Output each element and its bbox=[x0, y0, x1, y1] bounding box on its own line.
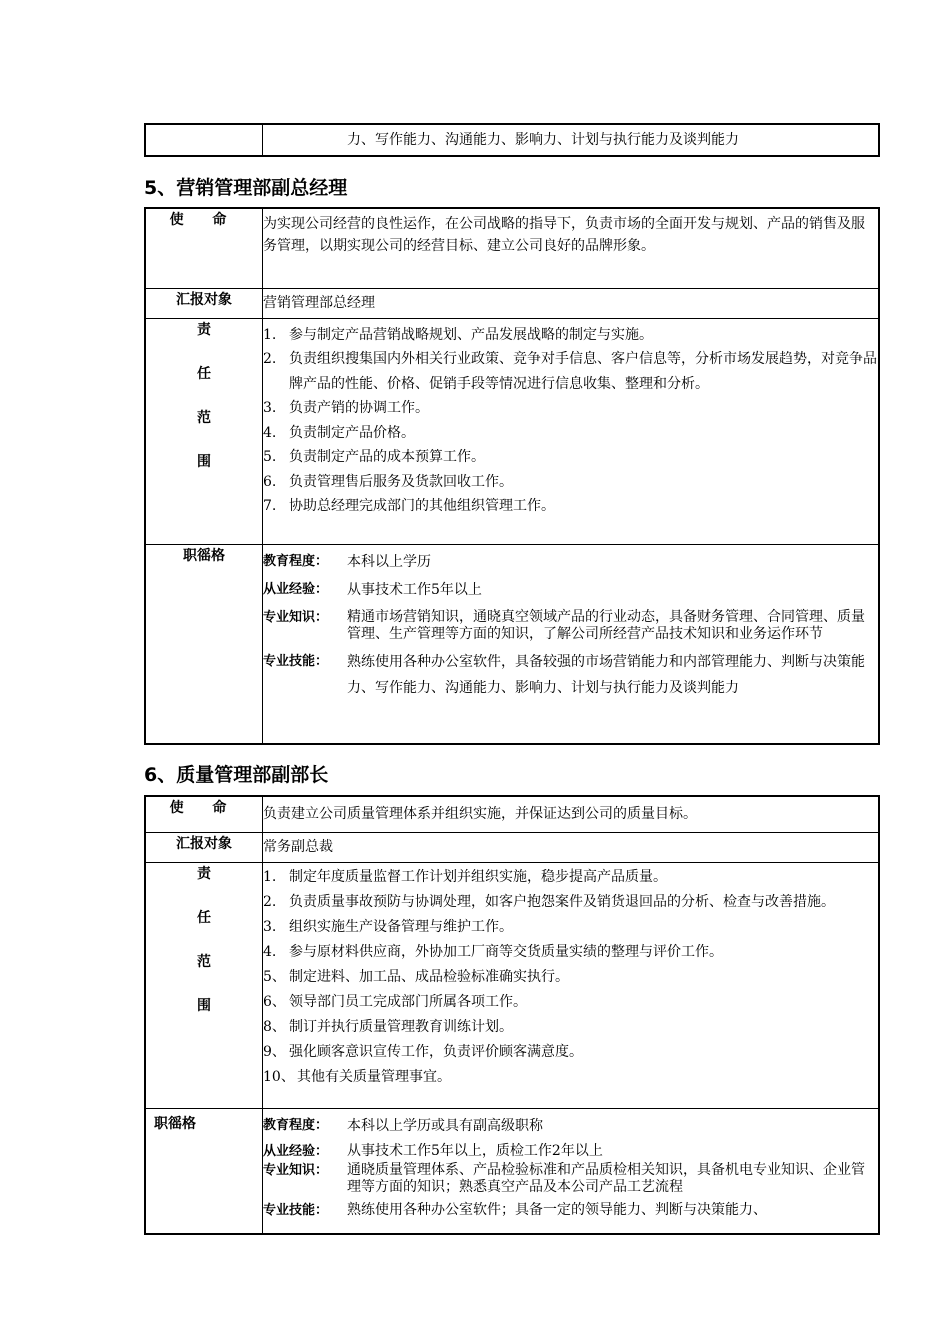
list-item: 6、 领导部门员工完成部门所属各项工作。 bbox=[263, 993, 527, 1010]
s6-report-label: 汇报对象 bbox=[145, 832, 263, 862]
list-item: 6. 负责管理售后服务及货款回收工作。 bbox=[263, 473, 513, 490]
qual-row: 专业技能： 熟练使用各种办公室软件；具备一定的领导能力、判断与决策能力、 bbox=[263, 1201, 767, 1218]
qual-row: 专业知识： 通晓质量管理体系、产品检验标准和产品质检相关知识，具备机电专业知识、企业管理等方面的知识；熟悉真空产品及本公司产品工艺流程 bbox=[263, 1161, 865, 1195]
qual-row: 专业知识： 精通市场营销知识，通晓真空领域产品的行业动态，具备财务管理、合同管理、质量管理、生产管理等方面的知识，了解公司所经营产品技术知识和业务运作环节 bbox=[263, 608, 865, 642]
list-item: 5. 负责制定产品的成本预算工作。 bbox=[263, 449, 485, 465]
s5-report-label: 汇报对象 bbox=[145, 288, 263, 318]
s5-qual-row bbox=[145, 544, 879, 744]
section-5-title: 5、营销管理部副总经理 bbox=[144, 177, 348, 199]
s6-report-row bbox=[145, 832, 879, 862]
s6-resp-list bbox=[263, 862, 880, 1108]
s5-resp-label: 责 任 范 围 bbox=[145, 318, 263, 544]
list-item: 4. 参与原材料供应商，外协加工厂商等交货质量实绩的整理与评价工作。 bbox=[263, 943, 723, 960]
continuation-table bbox=[144, 123, 880, 157]
s6-mission-label: 使 命 bbox=[145, 796, 263, 832]
s5-report-text: 营销管理部总经理 bbox=[263, 288, 880, 318]
section-6-title: 6、质量管理部副部长 bbox=[144, 764, 329, 786]
section-6-table bbox=[144, 795, 880, 1235]
list-item: 10、 其他有关质量管理事宜。 bbox=[263, 1068, 451, 1085]
s6-resp-label: 责 任 范 围 bbox=[145, 862, 263, 1108]
s6-qual-label: 职徭格 bbox=[145, 1108, 263, 1234]
s6-qual-row bbox=[145, 1108, 879, 1234]
s5-resp-list bbox=[263, 318, 880, 544]
s5-mission-row bbox=[145, 208, 879, 288]
s5-resp-row bbox=[145, 318, 879, 544]
list-item: 2. 负责组织搜集国内外相关行业政策、竞争对手信息、客户信息等，分析市场发展趋势，对竞争品牌产品的性能、价格、促销手段等情况进行信息收集、整理和分析。 bbox=[263, 351, 877, 392]
list-item: 8、 制订并执行质量管理教育训练计划。 bbox=[263, 1018, 513, 1035]
s5-qual-list bbox=[263, 544, 880, 744]
list-item: 2. 负责质量事故预防与协调处理，如客户抱怨案件及销货退回品的分析、检查与改善措施。 bbox=[263, 893, 835, 910]
qual-row: 教育程度： 本科以上学历或具有副高级职称 bbox=[263, 1117, 543, 1134]
list-item: 3. 负责产销的协调工作。 bbox=[263, 400, 429, 416]
list-item: 3. 组织实施生产设备管理与维护工作。 bbox=[263, 918, 513, 935]
list-item: 4. 负责制定产品价格。 bbox=[263, 424, 415, 441]
list-item: 7. 协助总经理完成部门的其他组织管理工作。 bbox=[263, 498, 555, 514]
s5-mission-label: 使 命 bbox=[145, 208, 263, 288]
s6-mission-text: 负责建立公司质量管理体系并组织实施，并保证达到公司的质量目标。 bbox=[263, 796, 880, 832]
continuation-label-cell bbox=[145, 124, 263, 156]
s6-resp-row bbox=[145, 862, 879, 1108]
section-5-table bbox=[144, 207, 880, 745]
qual-row: 从业经验： 从事技术工作5年以上 bbox=[263, 581, 482, 598]
list-item: 9、 强化顾客意识宣传工作，负责评价顾客满意度。 bbox=[263, 1043, 583, 1060]
list-item: 1. 制定年度质量监督工作计划并组织实施，稳步提高产品质量。 bbox=[263, 868, 667, 885]
continuation-text: 力、写作能力、沟通能力、影响力、计划与执行能力及谈判能力 bbox=[263, 124, 880, 156]
list-item: 5、 制定进料、加工品、成品检验标准确实执行。 bbox=[263, 968, 569, 985]
qual-row: 从业经验： 从事技术工作5年以上，质检工作2年以上 bbox=[263, 1142, 603, 1159]
list-item: 1. 参与制定产品营销战略规划、产品发展战略的制定与实施。 bbox=[263, 326, 653, 343]
qual-row: 教育程度： 本科以上学历 bbox=[263, 553, 431, 570]
qual-row: 专业技能： 熟练使用各种办公室软件，具备较强的市场营销能力和内部管理能力、判断与决策能力、写作能力、沟通能力、影响力、计划与执行能力及谈判能力 bbox=[263, 653, 865, 696]
s6-report-text: 常务副总裁 bbox=[263, 832, 880, 862]
s5-mission-text: 为实现公司经营的良性运作，在公司战略的指导下，负责市场的全面开发与规划、产品的销售及服务管理，以期实现公司的经营目标、建立公司良好的品牌形象。 bbox=[263, 208, 880, 288]
s5-report-row bbox=[145, 288, 879, 318]
s6-mission-row bbox=[145, 796, 879, 832]
s5-qual-label: 职徭格 bbox=[145, 544, 263, 744]
s6-qual-list bbox=[263, 1108, 880, 1234]
